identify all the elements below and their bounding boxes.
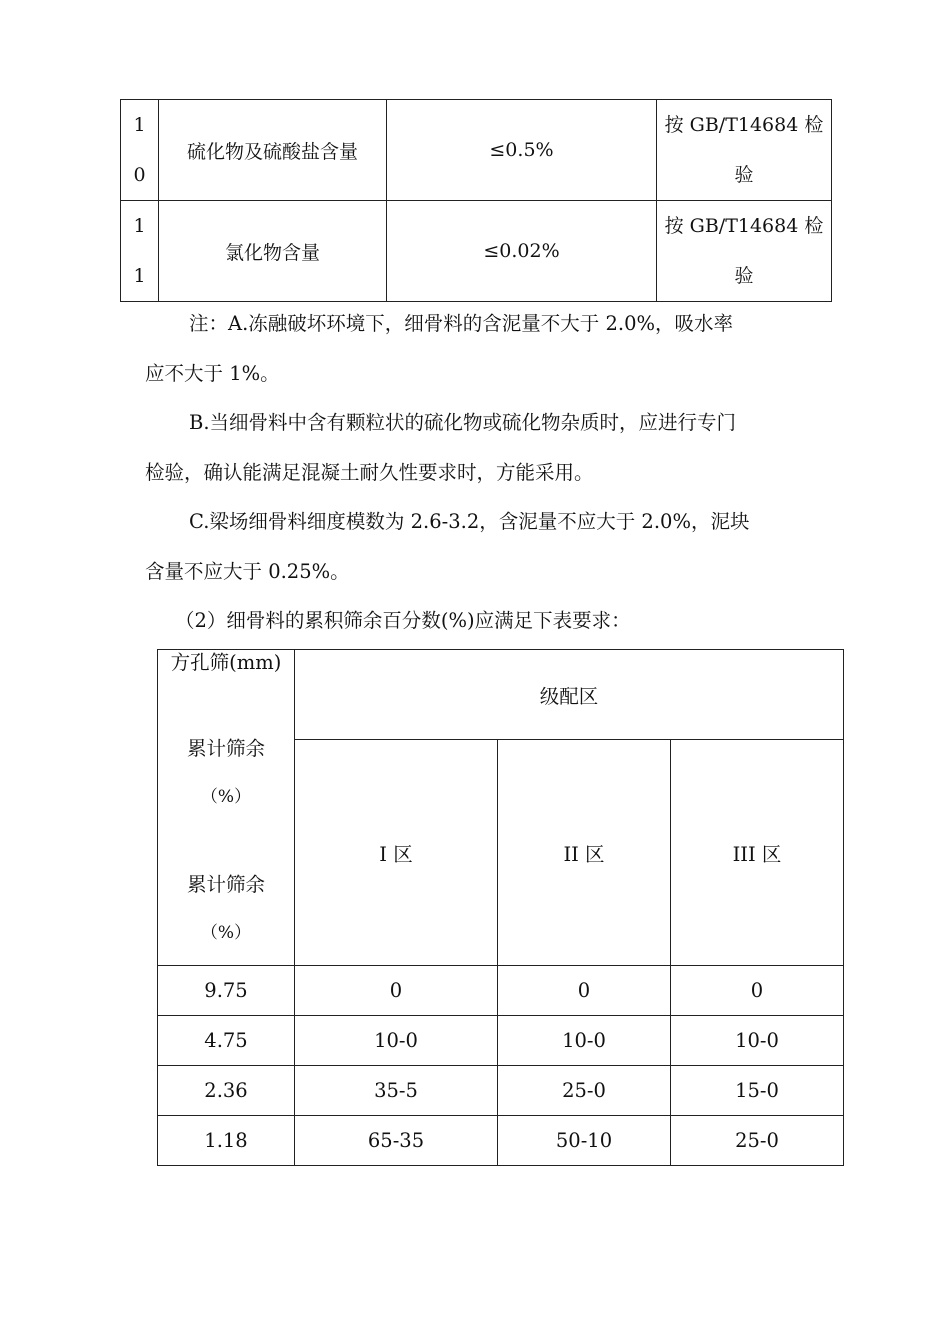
zone-2-header: II 区 bbox=[498, 740, 671, 966]
zone-1-value: 10-0 bbox=[295, 1016, 498, 1066]
table-row bbox=[121, 100, 832, 201]
table-header-row bbox=[158, 650, 844, 740]
test-method: 按 GB/T14684 检 验 bbox=[657, 100, 832, 201]
sieve-size: 2.36 bbox=[158, 1066, 295, 1116]
quality-requirements-table bbox=[120, 99, 832, 302]
table-row bbox=[158, 1116, 844, 1166]
zone-2-value: 50-10 bbox=[498, 1116, 671, 1166]
table-row bbox=[158, 1066, 844, 1116]
zone-3-value: 15-0 bbox=[671, 1066, 844, 1116]
zone-1-header: I 区 bbox=[295, 740, 498, 966]
section-heading: （2）细骨料的累积筛余百分数(%)应满足下表要求： bbox=[175, 609, 631, 632]
zone-3-header: III 区 bbox=[671, 740, 844, 966]
zone-2-value: 25-0 bbox=[498, 1066, 671, 1116]
zone-3-value: 10-0 bbox=[671, 1016, 844, 1066]
corner-header: 方孔筛(mm) 累计筛余 （%） 累计筛余 （%） bbox=[158, 650, 295, 966]
table-row bbox=[158, 966, 844, 1016]
zone-1-value: 0 bbox=[295, 966, 498, 1016]
test-method: 按 GB/T14684 检 验 bbox=[657, 201, 832, 302]
zone-3-value: 25-0 bbox=[671, 1116, 844, 1166]
zone-1-value: 65-35 bbox=[295, 1116, 498, 1166]
item-requirement: ≤0.5% bbox=[387, 100, 657, 201]
zone-3-value: 0 bbox=[671, 966, 844, 1016]
sieve-size: 9.75 bbox=[158, 966, 295, 1016]
note-c: C.梁场细骨料细度模数为 2.6-3.2，含泥量不应大于 2.0%，泥块 含量不应大于 0.25%。 bbox=[145, 510, 750, 583]
zone-2-value: 0 bbox=[498, 966, 671, 1016]
sieve-size: 1.18 bbox=[158, 1116, 295, 1166]
grading-table bbox=[157, 649, 844, 1166]
table-row bbox=[158, 1016, 844, 1066]
zone-2-value: 10-0 bbox=[498, 1016, 671, 1066]
sieve-size: 4.75 bbox=[158, 1016, 295, 1066]
item-name: 硫化物及硫酸盐含量 bbox=[159, 100, 387, 201]
zone-1-value: 35-5 bbox=[295, 1066, 498, 1116]
item-number: 1 0 bbox=[121, 100, 159, 201]
item-number: 1 1 bbox=[121, 201, 159, 302]
item-name: 氯化物含量 bbox=[159, 201, 387, 302]
grading-zone-header: 级配区 bbox=[295, 650, 844, 740]
table-row bbox=[121, 201, 832, 302]
note-a: 注：A.冻融破坏环境下，细骨料的含泥量不大于 2.0%，吸水率 应不大于 1%。 bbox=[145, 312, 734, 385]
note-b: B.当细骨料中含有颗粒状的硫化物或硫化物杂质时，应进行专门 检验，确认能满足混凝土耐久性要求时，方能采用。 bbox=[145, 411, 737, 484]
item-requirement: ≤0.02% bbox=[387, 201, 657, 302]
